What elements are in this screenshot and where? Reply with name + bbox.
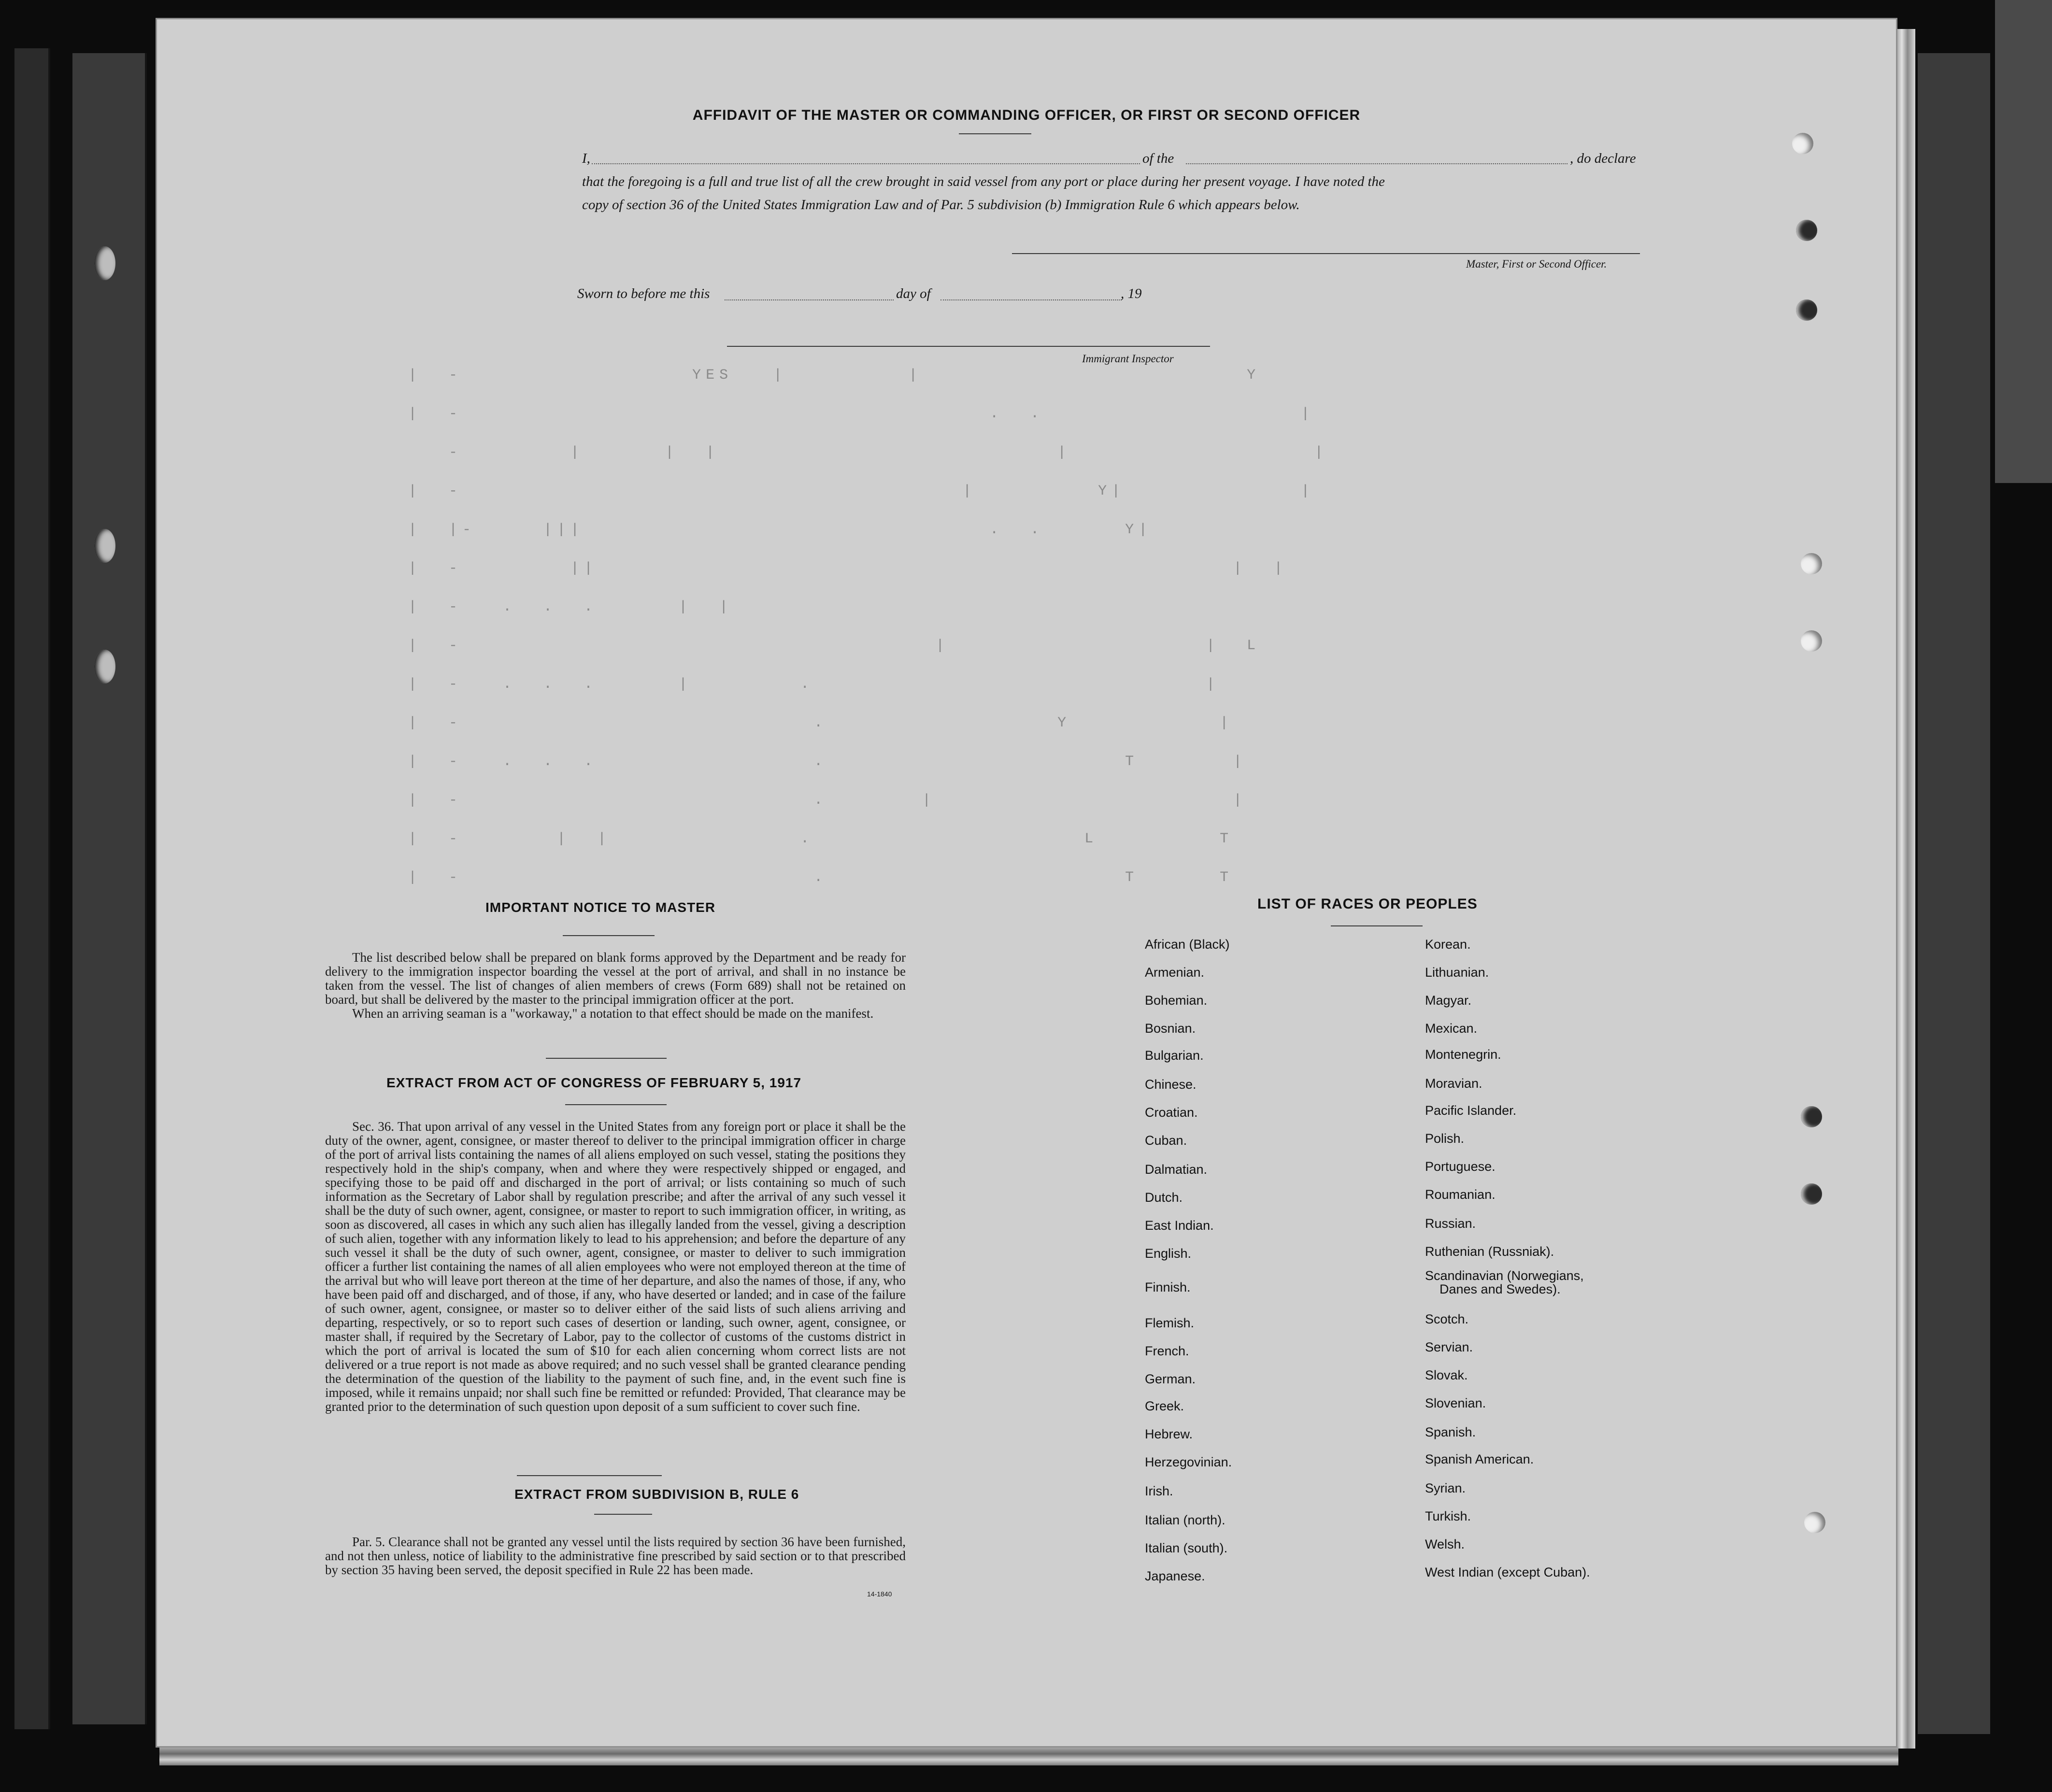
- race-item: Montenegrin.: [1425, 1047, 1501, 1062]
- bleed-through-marks: | - . . . | |: [408, 599, 1234, 615]
- bleed-through-marks: | - | Y| |: [408, 483, 1315, 499]
- rule-extract-body: [325, 1535, 906, 1577]
- race-item: Bosnian.: [1145, 1021, 1196, 1036]
- binder-hole: [94, 246, 115, 280]
- inspector-signature-line[interactable]: [727, 346, 1210, 347]
- race-item: Armenian.: [1145, 965, 1205, 980]
- race-item: Finnish.: [1145, 1280, 1191, 1294]
- binder-hole: [94, 529, 115, 563]
- race-item: West Indian (except Cuban).: [1425, 1565, 1590, 1579]
- background-far-right: [1995, 0, 2052, 483]
- race-item: Dutch.: [1145, 1190, 1183, 1205]
- race-item: Servian.: [1425, 1340, 1473, 1354]
- races-title: LIST OF RACES OR PEOPLES: [1257, 896, 1478, 912]
- title-underline: [959, 133, 1031, 134]
- race-item: German.: [1145, 1372, 1196, 1386]
- act-extract-body: [325, 1120, 906, 1414]
- race-item: Italian (south).: [1145, 1541, 1228, 1555]
- bleed-through-marks: | - | | L: [408, 638, 1261, 654]
- race-item: Scandinavian (Norwegians,: [1425, 1268, 1584, 1283]
- affidavit-line1-declare: , do declare: [1570, 151, 1636, 166]
- affidavit-line1-of-the: of the: [1142, 151, 1174, 166]
- race-item: Italian (north).: [1145, 1513, 1226, 1527]
- bleed-through-marks: | - || | |: [408, 560, 1288, 577]
- race-item: Greek.: [1145, 1399, 1184, 1413]
- bleed-through-marks: | |- ||| . . Y|: [408, 522, 1153, 538]
- race-item: English.: [1145, 1246, 1192, 1261]
- bleed-through-marks: | - YES | | Y: [408, 367, 1261, 384]
- race-item: Roumanian.: [1425, 1187, 1496, 1202]
- races-underline: [1331, 925, 1423, 926]
- race-item: Portuguese.: [1425, 1159, 1496, 1174]
- act-extract-title: EXTRACT FROM ACT OF CONGRESS OF FEBRUARY 5, 1917: [386, 1075, 802, 1090]
- act-extract-divider: [517, 1475, 662, 1476]
- bleed-through-marks: | - . T T: [408, 869, 1234, 886]
- affidavit-line3: copy of section 36 of the United States Immigration Law and of Par. 5 subdivision (b) Immigration Rule 6 which appears below.: [582, 197, 1300, 213]
- rule-extract-underline: [594, 1514, 652, 1515]
- punch-hole: [1801, 1106, 1822, 1127]
- signature-label: Master, First or Second Officer.: [1466, 258, 1607, 270]
- sworn-prefix: Sworn to before me this: [577, 286, 710, 301]
- race-item: East Indian.: [1145, 1218, 1214, 1233]
- race-item: Syrian.: [1425, 1481, 1466, 1495]
- bleed-through-marks: | - . . . . T |: [408, 754, 1247, 770]
- rule-extract-text: Par. 5. Clearance shall not be granted any vessel until the lists required by section 36 have been furnished, and not then unless, notice of liability to the administrative fine prescribed by said section or to that prescribed by section 35 having been served, the deposit specified in Rule 22 has been made.: [325, 1535, 906, 1577]
- race-item: Chinese.: [1145, 1077, 1197, 1092]
- bleed-through-marks: | - . . . | . |: [408, 676, 1220, 693]
- inspector-label: Immigrant Inspector: [1082, 353, 1174, 365]
- race-item: Moravian.: [1425, 1076, 1482, 1091]
- affidavit-line1-i: I,: [582, 151, 590, 166]
- punch-hole: [1804, 1512, 1825, 1533]
- form-number: 14-1840: [867, 1590, 892, 1598]
- race-item: Bulgarian.: [1145, 1048, 1204, 1063]
- punch-hole: [1801, 553, 1822, 574]
- binder-hole: [94, 650, 115, 683]
- punch-hole: [1801, 1183, 1822, 1205]
- sworn-year: , 19: [1121, 286, 1142, 301]
- notice-paragraph-2: When an arriving seaman is a "workaway," a notation to that effect should be made on the manifest.: [352, 1006, 874, 1021]
- race-item: Turkish.: [1425, 1509, 1471, 1523]
- race-item: Ruthenian (Russniak).: [1425, 1244, 1554, 1259]
- punch-hole: [1796, 220, 1817, 241]
- race-item: Welsh.: [1425, 1537, 1465, 1551]
- race-item: Scotch.: [1425, 1312, 1469, 1326]
- race-item: African (Black): [1145, 937, 1230, 952]
- notice-title: IMPORTANT NOTICE TO MASTER: [485, 900, 716, 915]
- bleed-through-marks: | - . Y |: [408, 715, 1234, 731]
- race-item: Russian.: [1425, 1216, 1476, 1231]
- vessel-name-field[interactable]: [1186, 163, 1568, 164]
- race-item: Slovenian.: [1425, 1396, 1486, 1410]
- race-item: Croatian.: [1145, 1105, 1198, 1120]
- race-item: Spanish American.: [1425, 1452, 1534, 1466]
- race-item: Danes and Swedes).: [1439, 1282, 1561, 1296]
- punch-hole: [1796, 299, 1817, 321]
- race-item: Spanish.: [1425, 1425, 1476, 1439]
- race-item: Magyar.: [1425, 993, 1472, 1008]
- bleed-through-marks: | - . . |: [408, 406, 1315, 422]
- race-item: Mexican.: [1425, 1021, 1478, 1036]
- race-item: Pacific Islander.: [1425, 1103, 1517, 1118]
- race-item: Slovak.: [1425, 1368, 1468, 1382]
- binder-strip-inner: [72, 53, 147, 1724]
- affidavit-line2: that the foregoing is a full and true list of all the crew brought in said vessel from any port or place during her present voyage. I have noted the: [582, 174, 1385, 189]
- race-item: Cuban.: [1145, 1133, 1187, 1148]
- master-name-field[interactable]: [592, 163, 1140, 164]
- sworn-day-field[interactable]: [725, 299, 894, 300]
- binder-strip-left: [14, 48, 50, 1729]
- race-item: Hebrew.: [1145, 1427, 1193, 1441]
- bleed-through-marks: - | | | | |: [408, 444, 1328, 461]
- page-stack-edge-right: [1896, 29, 1915, 1749]
- race-item: Irish.: [1145, 1484, 1173, 1498]
- background-right-strip: [1918, 53, 1990, 1734]
- punch-hole: [1801, 630, 1822, 652]
- notice-underline: [563, 935, 655, 936]
- rule-extract-title: EXTRACT FROM SUBDIVISION B, RULE 6: [514, 1487, 799, 1502]
- race-item: Korean.: [1425, 937, 1471, 952]
- sworn-day-of: day of: [896, 286, 931, 301]
- signature-line[interactable]: [1012, 253, 1640, 254]
- punch-hole: [1792, 133, 1813, 154]
- bleed-through-marks: | - . | |: [408, 792, 1247, 809]
- act-extract-text: Sec. 36. That upon arrival of any vessel in the United States from any foreign port or place it shall be the duty of the owner, agent, consignee, or master thereof to deliver to the principal immigration officer in charge of the port of arrival lists containing the names of all aliens employed on such vessel, stating the positions they respectively hold in the ship's company, when and where they were respectively shipped or engaged, and specifying those to be paid off and discharged in the port of arrival; or lists containing so much of such information as the Secretary of Labor shall by regulation prescribe; and after the arrival of any such vessel it shall be the duty of such owner, agent, consignee, or master to report to such immigration officer, in writing, as soon as discovered, all cases in which any such alien has illegally landed from the vessel, giving a description of such alien, together with any information likely to lead to his apprehension; and before the departure of any such vessel it shall be the duty of such owner, agent, consignee, or master to deliver to such immigration officer a further list containing the names of all alien employees who were not employed thereon at the time of the arrival but who will leave port thereon at the time of her departure, and also the names of those, if any, who have been paid off and discharged, and of those, if any, who have deserted or landed; and in case of the failure of such owner, agent, consignee, or master so to deliver either of the said lists of such aliens arriving and departing, respectively, or so to report such cases of desertion or landing, such owner, agent, consignee, or master shall, if required by the Secretary of Labor, pay to the collector of customs of the customs district in which the port of arrival is located the sum of $10 for each alien concerning whom correct lists are not delivered or a true report is not made as above required; and no such vessel shall be granted clearance pending the determination of the question of the liability to the payment of such fine, and, in the event such fine is imposed, while it remains unpaid; nor shall such fine be remitted or refunded: Provided, That clearance may be granted prior to the determination of such question upon deposit of a sum sufficient to cover such fine.: [325, 1119, 906, 1414]
- race-item: French.: [1145, 1344, 1189, 1358]
- race-item: Japanese.: [1145, 1569, 1205, 1583]
- race-item: Lithuanian.: [1425, 965, 1489, 980]
- affidavit-title: AFFIDAVIT OF THE MASTER OR COMMANDING OFFICER, OR FIRST OR SECOND OFFICER: [692, 107, 1361, 123]
- notice-body: [325, 951, 906, 1021]
- manifest-page: [157, 19, 1896, 1746]
- bleed-through-marks: | - | | . L T: [408, 831, 1234, 847]
- act-extract-underline: [565, 1104, 667, 1105]
- race-item: Dalmatian.: [1145, 1162, 1208, 1177]
- page-stack-edge-bottom: [159, 1746, 1898, 1765]
- race-item: Herzegovinian.: [1145, 1455, 1232, 1469]
- race-item: Bohemian.: [1145, 993, 1208, 1008]
- sworn-month-field[interactable]: [940, 299, 1122, 300]
- race-item: Flemish.: [1145, 1316, 1195, 1330]
- notice-divider: [546, 1058, 667, 1059]
- race-item: Polish.: [1425, 1131, 1465, 1146]
- notice-paragraph-1: The list described below shall be prepared on blank forms approved by the Department and be ready for delivery to the immigration inspector boarding the vessel at the port of arrival, and shall in no instance be taken from the vessel. The list of changes of alien members of crews (Form 689) shall not be retained on board, but shall be delivered by the master to the principal immigration officer at the port.: [325, 950, 906, 1007]
